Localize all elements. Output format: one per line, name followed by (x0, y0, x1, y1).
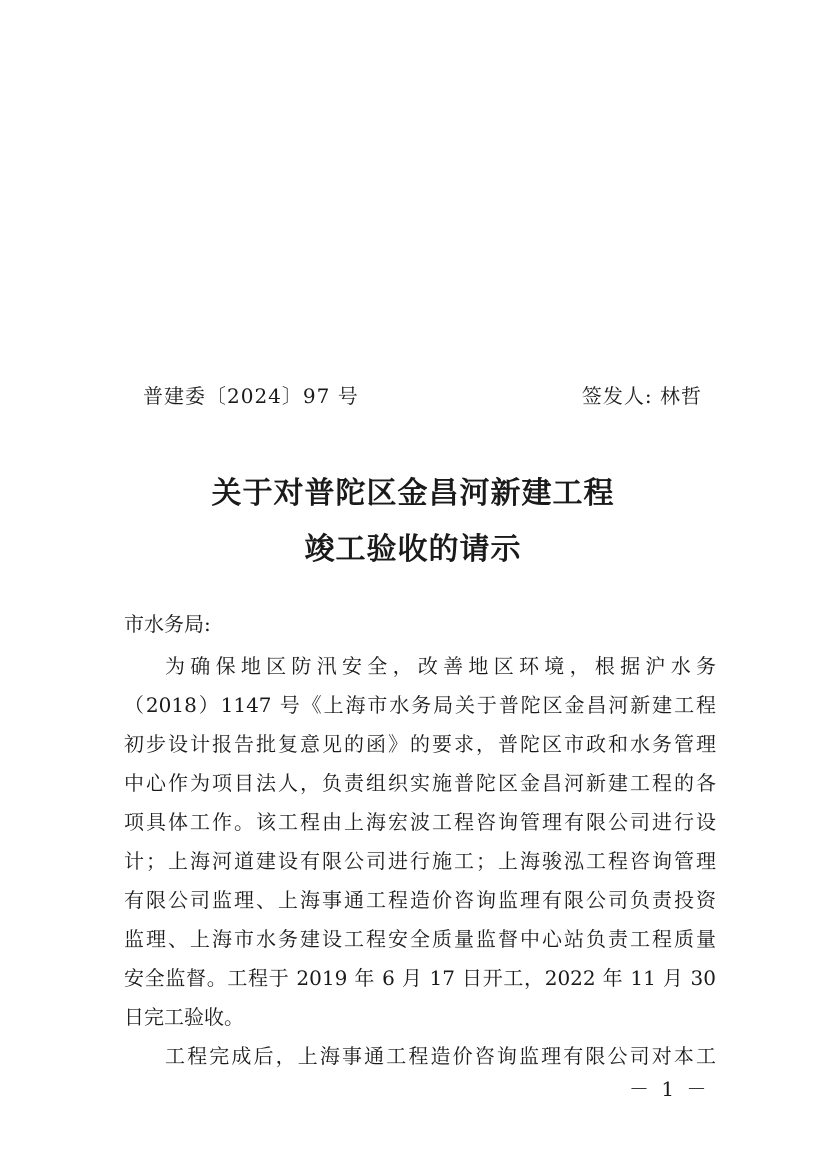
title-line-1: 关于对普陀区金昌河新建工程 (211, 476, 615, 511)
signer: 签发人: 林哲 (581, 384, 702, 408)
doc-number: 普建委〔2024〕97 号 (143, 384, 359, 408)
paragraph-line: 日完工验收。 (124, 1005, 244, 1029)
page-number: － 1 － (629, 1077, 710, 1101)
paragraph-line: （2018）1147 号《上海市水务局关于普陀区金昌河新建工程 (124, 693, 716, 717)
title-line-2: 竣工验收的请示 (304, 532, 522, 567)
paragraph-line: 监理、上海市水务建设工程安全质量监督中心站负责工程质量 (124, 927, 716, 951)
paragraph-line: 有限公司监理、上海事通工程造价咨询监理有限公司负责投资 (124, 888, 716, 912)
paragraph-line: 项具体工作。该工程由上海宏波工程咨询管理有限公司进行设 (124, 810, 716, 834)
recipient: 市水务局: (124, 612, 211, 636)
paragraph-line: 为确保地区防汛安全，改善地区环境，根据沪水务 (165, 654, 716, 678)
paragraph-line: 计；上海河道建设有限公司进行施工；上海骏泓工程咨询管理 (124, 849, 716, 873)
paragraph-line: 安全监督。工程于 2019 年 6 月 17 日开工，2022 年 11 月 30 (124, 966, 716, 990)
paragraph-line: 初步设计报告批复意见的函》的要求，普陀区市政和水务管理 (124, 732, 716, 756)
paragraph-line: 中心作为项目法人，负责组织实施普陀区金昌河新建工程的各 (124, 771, 716, 795)
paragraph-line: 工程完成后，上海事通工程造价咨询监理有限公司对本工 (165, 1044, 716, 1068)
body-text (124, 647, 716, 1076)
